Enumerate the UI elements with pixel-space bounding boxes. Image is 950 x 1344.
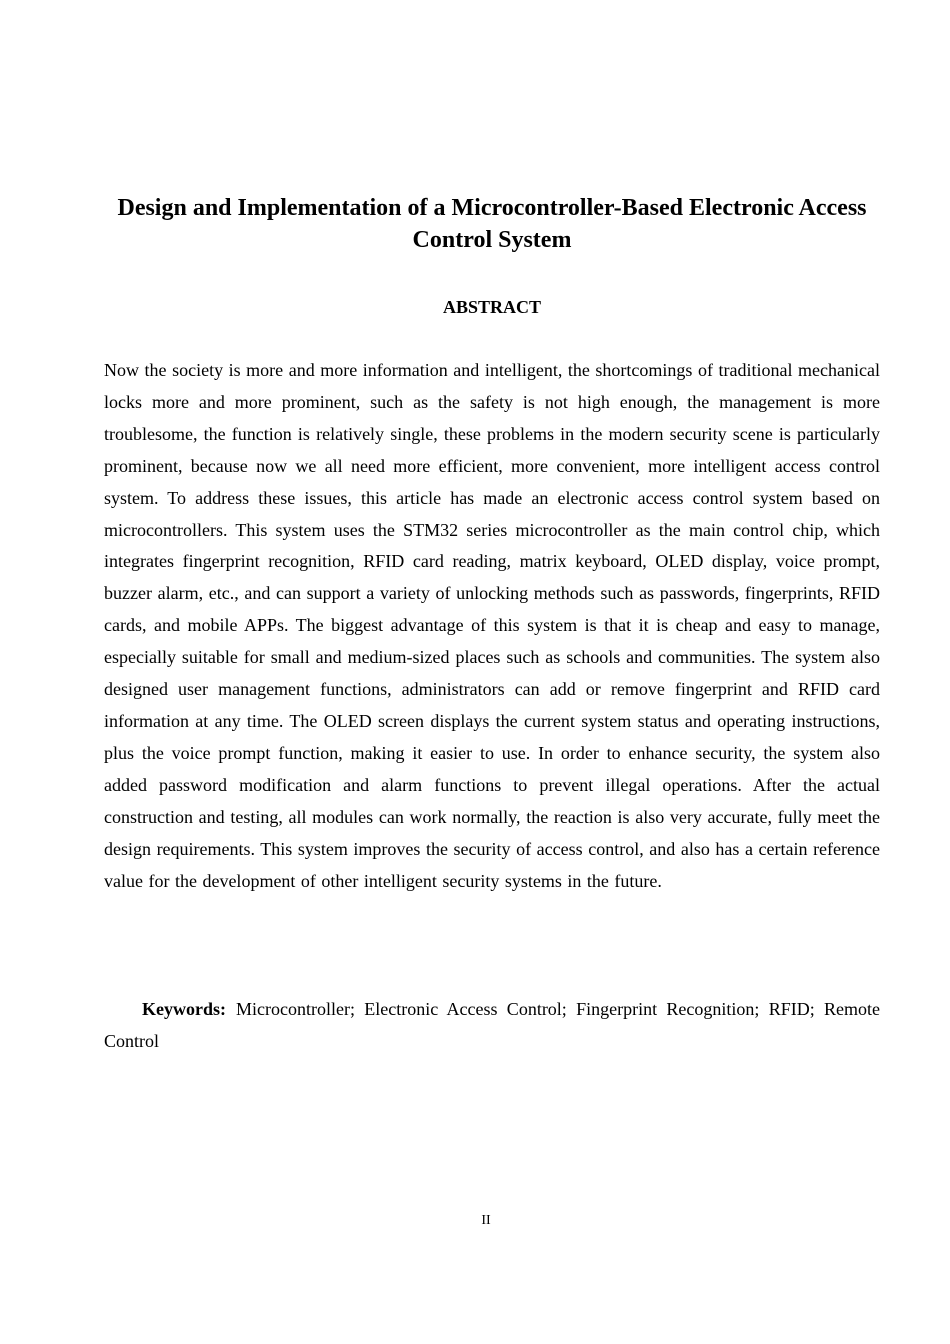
page-title: Design and Implementation of a Microcontroller-Based Electronic Access Control System: [117, 195, 867, 253]
keywords-paragraph: [104, 993, 880, 1057]
page-number: II: [481, 1213, 491, 1228]
keywords-text: Microcontroller; Electronic Access Control; Fingerprint Recognition; RFID; Remote Control: [104, 999, 880, 1051]
keywords-label: Keywords:: [142, 999, 226, 1019]
abstract-heading: ABSTRACT: [442, 297, 542, 317]
abstract-body: Now the society is more and more information and intelligent, the shortcomings of traditional mechanical locks more and more prominent, such as the safety is not high enough, the management is more troublesome, the function is relatively single, these problems in the modern security scene is particularly prominent, because now we all need more efficient, more convenient, more intelligent access control system. To address these issues, this article has made an electronic access control system based on microcontrollers. This system uses the STM32 series microcontroller as the main control chip, which integrates fingerprint recognition, RFID card reading, matrix keyboard, OLED display, voice prompt, buzzer alarm, etc., and can support a variety of unlocking methods such as passwords, fingerprints, RFID cards, and mobile APPs. The biggest advantage of this system is that it is cheap and easy to manage, especially suitable for small and medium-sized places such as schools and communities. The system also designed user management functions, administrators can add or remove fingerprint and RFID card information at any time. The OLED screen displays the current system status and operating instructions, plus the voice prompt function, making it easier to use. In order to enhance security, the system also added password modification and alarm functions to prevent illegal operations. After the actual construction and testing, all modules can work normally, the reaction is also very accurate, fully meet the design requirements. This system improves the security of access control, and also has a certain reference value for the development of other intelligent security systems in the future.: [104, 360, 880, 891]
